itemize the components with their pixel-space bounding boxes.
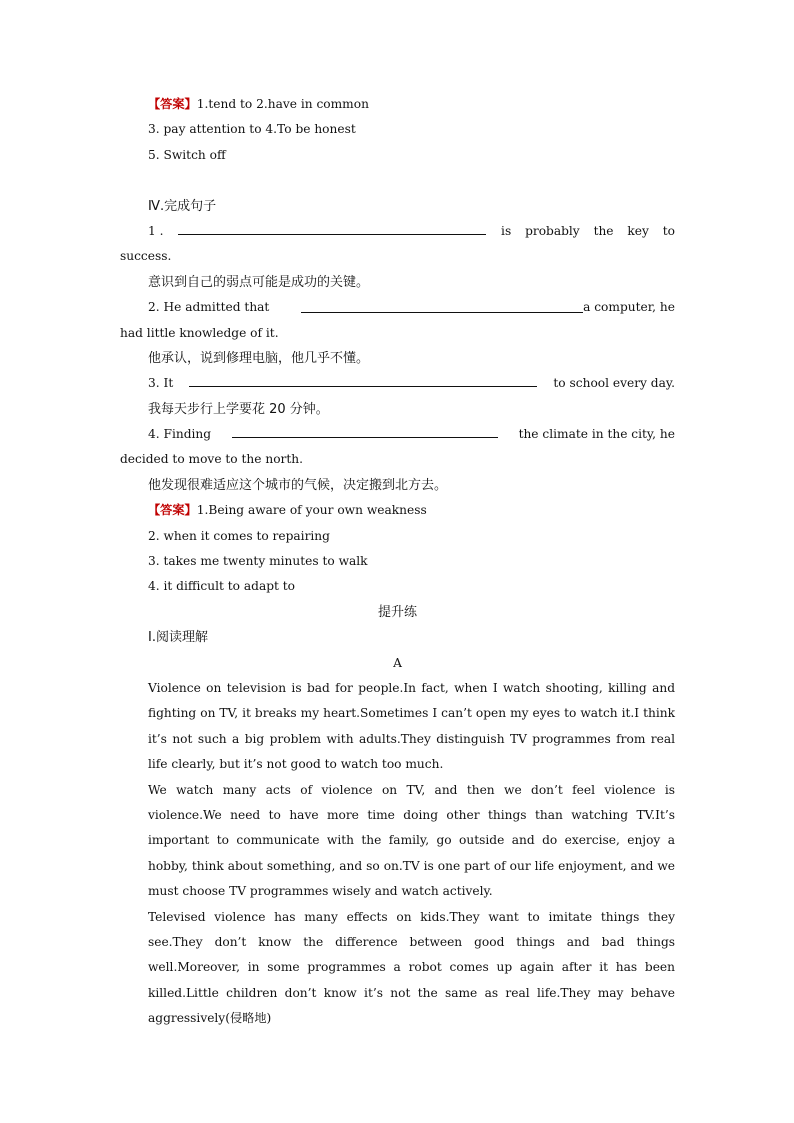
chinese-translation: 他承认，说到修理电脑，他几乎不懂。	[148, 350, 370, 366]
answer-blank	[178, 219, 486, 235]
answer-tag: 【答案】	[148, 503, 197, 518]
answer-blank	[301, 297, 583, 313]
answer-line: 2. when it comes to repairing	[148, 528, 330, 543]
question-1	[120, 219, 675, 244]
question-continuation: success.	[120, 249, 172, 264]
question-4	[120, 422, 675, 447]
answer-line	[120, 92, 675, 117]
question-tail: to school every day.	[553, 376, 675, 391]
chinese-translation: 意识到自己的弱点可能是成功的关键。	[148, 274, 370, 290]
passage-paragraph: We watch many acts of violence on TV, and then we don’t feel violence is violence.We need to have more time doing other things than watching TV.It’s important to communicate with the family, go outside and do exercise, enjoy a hobby, think about something, and so on.TV is one part of our life enjoyment, and we must choose TV programmes wisely and watch actively.	[148, 782, 675, 899]
spacer	[120, 168, 675, 193]
section-heading: Ⅳ.完成句子	[148, 198, 217, 214]
chinese-translation: 他发现很难适应这个城市的气候，决定搬到北方去。	[148, 477, 448, 493]
answer-line	[120, 498, 675, 523]
question-2	[120, 295, 675, 320]
question-number: 1 .	[148, 223, 164, 238]
answer-line: 3. pay attention to 4.To be honest	[148, 122, 356, 137]
section-title: 提升练	[377, 604, 417, 620]
answer-line: 5. Switch off	[148, 147, 226, 162]
answer-text: 1.tend to 2.have in common	[196, 97, 369, 111]
question-3	[120, 371, 675, 396]
question-continuation: decided to move to the north.	[120, 452, 303, 467]
passage-paragraph: Violence on television is bad for people.In fact, when I watch shooting, killing and fighting on TV, it breaks my heart.Sometimes I can’t open my eyes to watch it.I think it’s not such a big problem with adults.They distinguish TV programmes from real life clearly, but it’s not good to watch too much.	[148, 680, 675, 772]
question-number: 4. Finding	[148, 427, 212, 442]
answer-text: 1.Being aware of your own weakness	[196, 503, 427, 518]
answer-line: 4. it difficult to adapt to	[148, 579, 296, 594]
page-content	[120, 92, 675, 1032]
question-continuation: had little knowledge of it.	[120, 325, 279, 340]
question-tail: a computer, he	[583, 300, 675, 315]
answer-blank	[189, 371, 537, 387]
question-tail: the climate in the city, he	[518, 427, 675, 442]
section-heading: Ⅰ.阅读理解	[148, 630, 208, 646]
passage-label: A	[393, 655, 402, 670]
question-tail: is probably the key to	[501, 223, 675, 238]
question-number: 2. He admitted that	[148, 300, 270, 315]
chinese-translation: 我每天步行上学要花 20 分钟。	[148, 401, 329, 417]
answer-blank	[232, 422, 498, 438]
blank-wrap	[301, 295, 675, 320]
passage-paragraph: Televised violence has many effects on kids.They want to imitate things they see.They don’t know the difference between good things and bad things well.Moreover, in some programmes a robot comes up again after it has been killed.Little children don’t know it’s not the same as real life.They may behave aggressively(侵略地)	[148, 909, 675, 1026]
answer-tag: 【答案】	[148, 97, 197, 111]
question-number: 3. It	[148, 376, 174, 391]
answer-line: 3. takes me twenty minutes to walk	[148, 554, 368, 569]
